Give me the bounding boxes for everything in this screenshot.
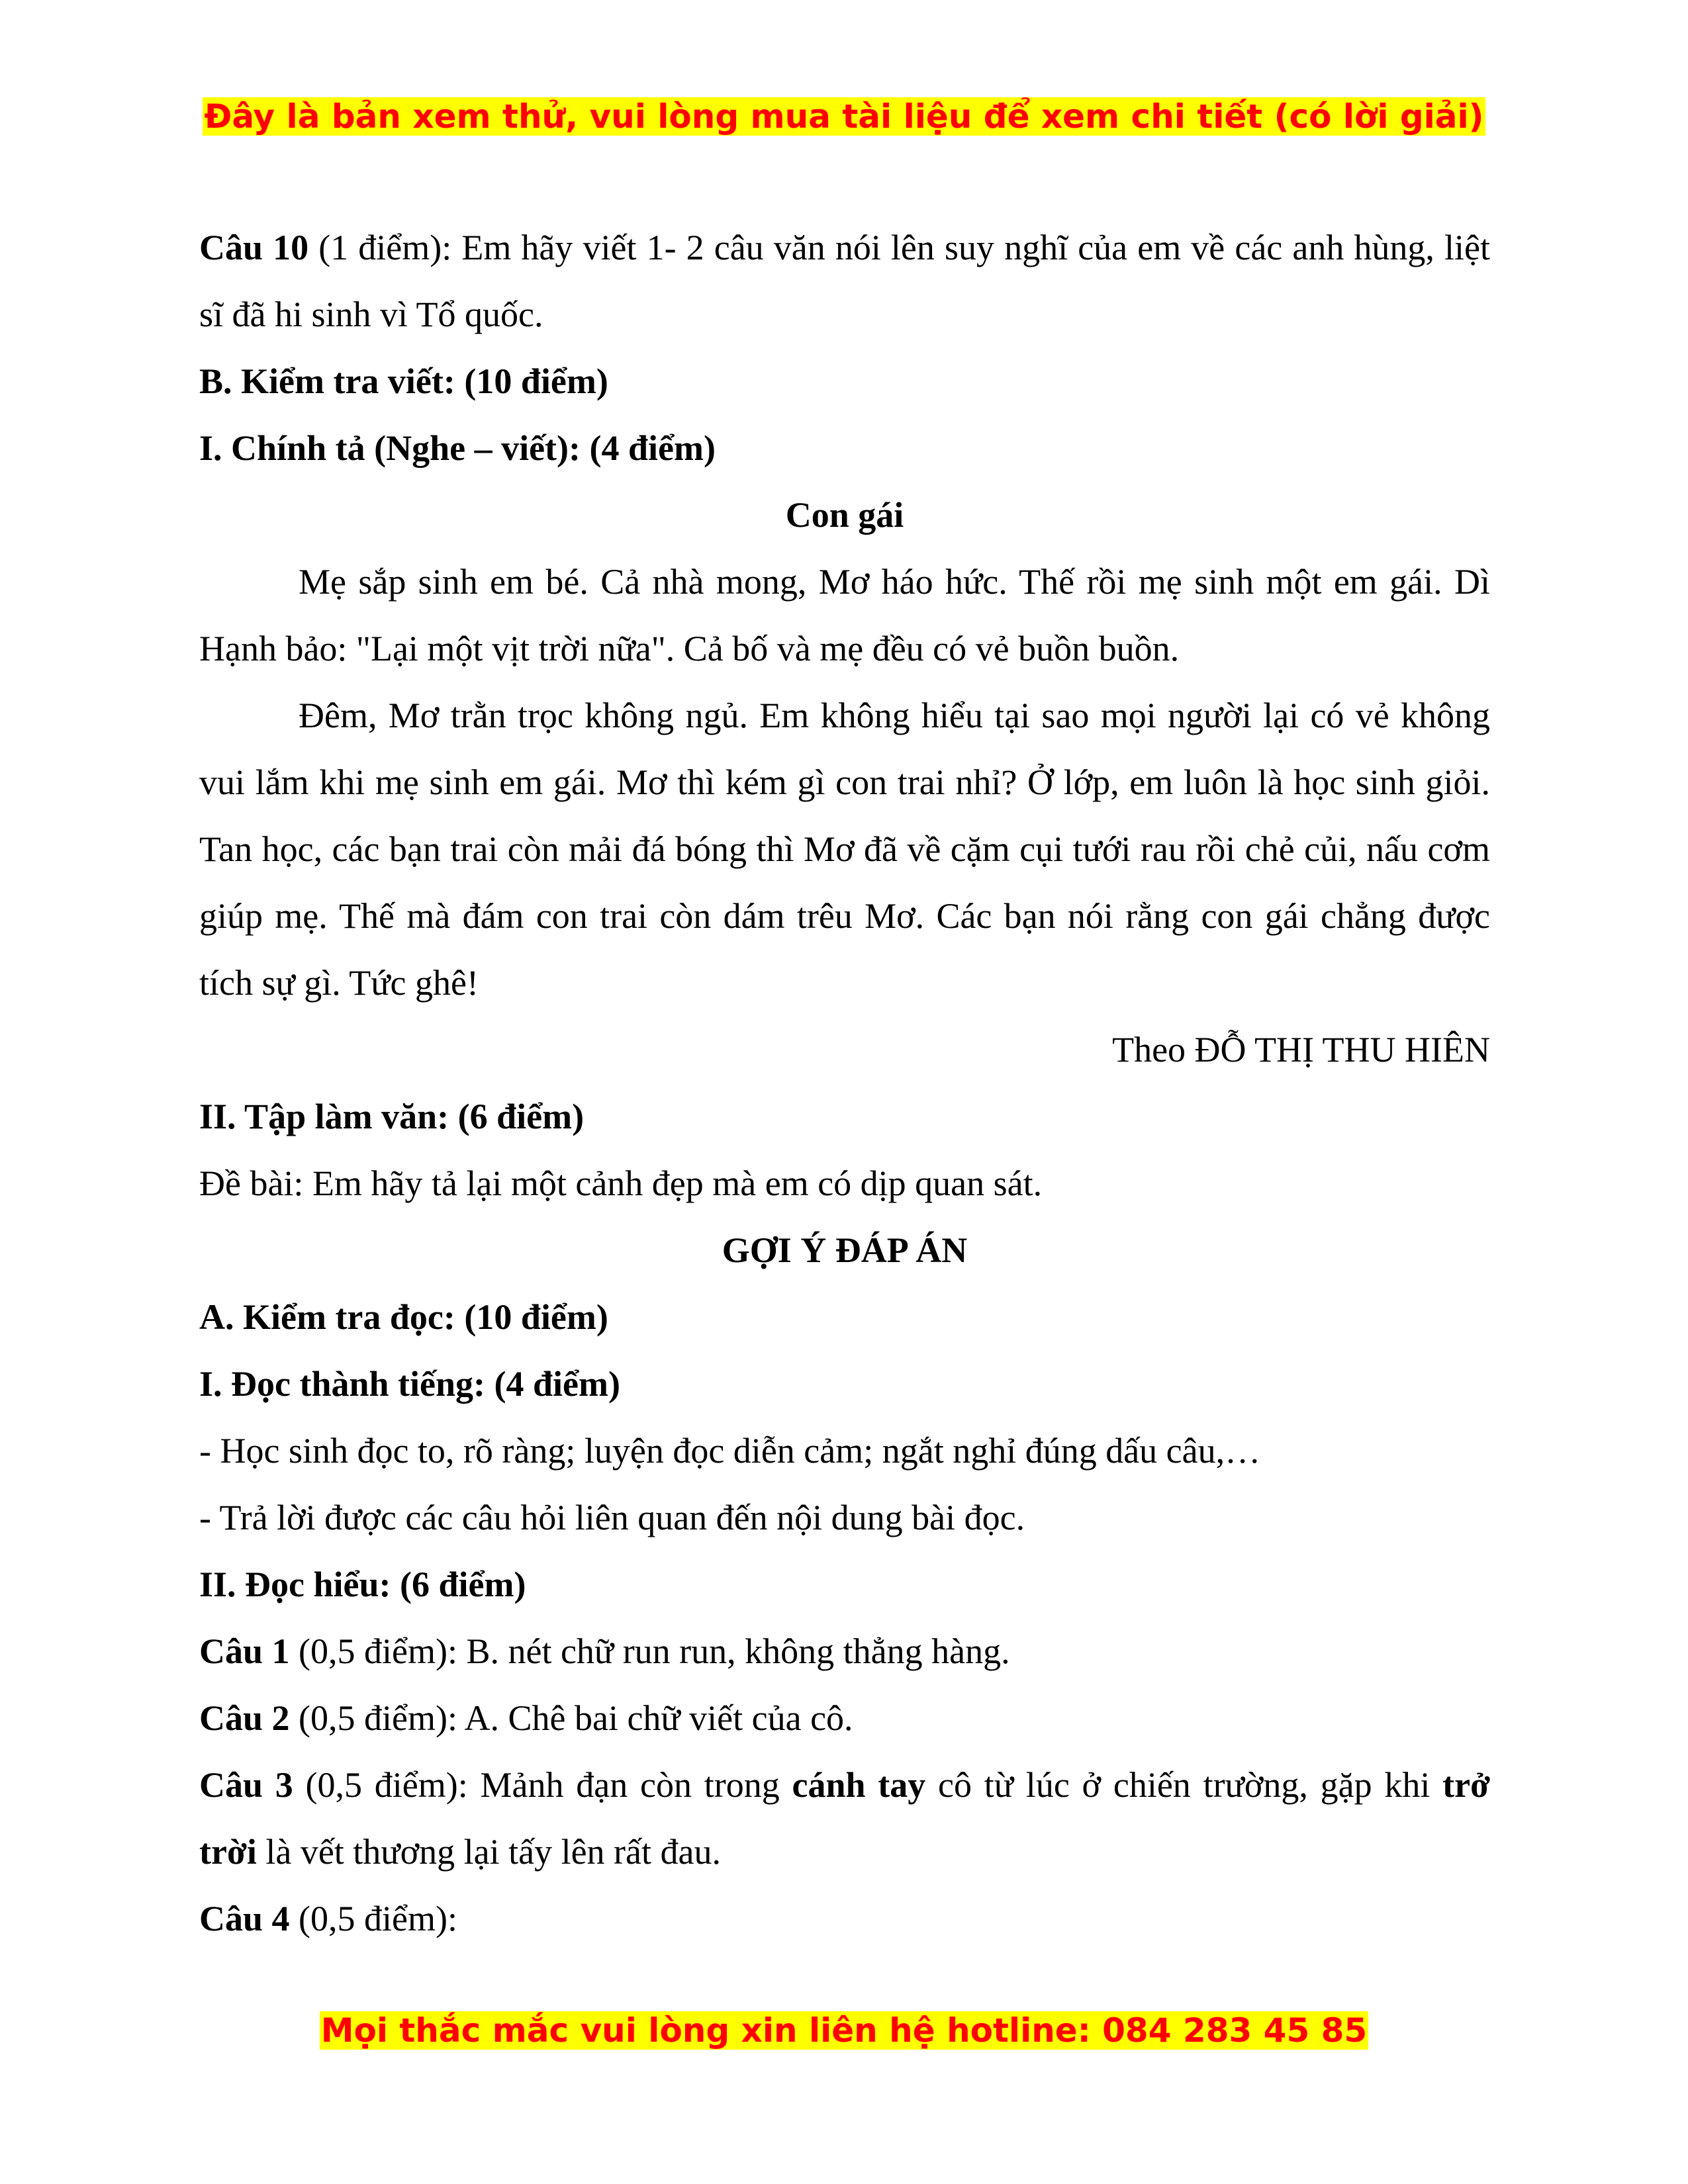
section-b2-heading: II. Tập làm văn: (6 điểm) bbox=[199, 1097, 585, 1136]
essay-prompt: Đề bài: Em hãy tả lại một cảnh đẹp mà em có dịp quan sát. bbox=[199, 1163, 1043, 1203]
question-10-label: Câu 10 bbox=[199, 228, 309, 267]
answer-2: Câu 2 (0,5 điểm): A. Chê bai chữ viết của cô. bbox=[199, 1698, 853, 1738]
section-b1-heading: I. Chính tả (Nghe – viết): (4 điểm) bbox=[199, 428, 716, 468]
answer-key-heading: GỢI Ý ĐÁP ÁN bbox=[722, 1230, 968, 1270]
list-item: - Trả lời được các câu hỏi liên quan đến nội dung bài đọc. bbox=[199, 1498, 1025, 1537]
answer-4: Câu 4 (0,5 điểm): bbox=[199, 1899, 457, 1938]
document-body bbox=[199, 214, 1490, 1952]
hotline-text: Mọi thắc mắc vui lòng xin liên hệ hotline: 084 283 45 85 bbox=[320, 2011, 1368, 2050]
list-item: - Học sinh đọc to, rõ ràng; luyện đọc diễn cảm; ngắt nghỉ đúng dấu câu,… bbox=[199, 1431, 1261, 1471]
preview-notice-banner bbox=[0, 97, 1688, 136]
story-paragraph-1: Mẹ sắp sinh em bé. Cả nhà mong, Mơ háo hức. Thế rồi mẹ sinh một em gái. Dì Hạnh bảo: "Lại một vịt trời nữa". Cả bố và mẹ đều có vẻ buồn buồn. bbox=[199, 562, 1490, 668]
story-paragraph-2: Đêm, Mơ trằn trọc không ngủ. Em không hiểu tại sao mọi người lại có vẻ không vui lắm khi mẹ sinh em gái. Mơ thì kém gì con trai nhỉ? Ở lớp, em luôn là học sinh giỏi. Tan học, các bạn trai còn mải đá bóng thì Mơ đã về cặm cụi tưới rau rồi chẻ củi, nấu cơm giúp mẹ. Thế mà đám con trai còn dám trêu Mơ. Các bạn nói rằng con gái chẳng được tích sự gì. Tức ghê! bbox=[199, 696, 1490, 1003]
section-b-heading: B. Kiểm tra viết: (10 điểm) bbox=[199, 361, 608, 401]
hotline-banner bbox=[0, 2011, 1688, 2050]
answer-3: Câu 3 (0,5 điểm): Mảnh đạn còn trong cánh tay cô từ lúc ở chiến trường, gặp khi trở trời là vết thương lại tấy lên rất đau. bbox=[199, 1765, 1490, 1872]
question-10 bbox=[199, 214, 1490, 348]
answer-1: Câu 1 (0,5 điểm): B. nét chữ run run, không thẳng hàng. bbox=[199, 1631, 1010, 1671]
story-source: Theo ĐỖ THỊ THU HIÊN bbox=[1112, 1030, 1490, 1069]
section-a-heading: A. Kiểm tra đọc: (10 điểm) bbox=[199, 1297, 608, 1337]
section-a1-heading: I. Đọc thành tiếng: (4 điểm) bbox=[199, 1364, 620, 1404]
question-10-text: (1 điểm): Em hãy viết 1- 2 câu văn nói lên suy nghĩ của em về các anh hùng, liệt sĩ đã hi sinh vì Tổ quốc. bbox=[199, 228, 1490, 334]
story-title: Con gái bbox=[785, 495, 904, 535]
preview-notice-text: Đây là bản xem thử, vui lòng mua tài liệu để xem chi tiết (có lời giải) bbox=[204, 97, 1484, 136]
section-a2-heading: II. Đọc hiểu: (6 điểm) bbox=[199, 1565, 526, 1604]
